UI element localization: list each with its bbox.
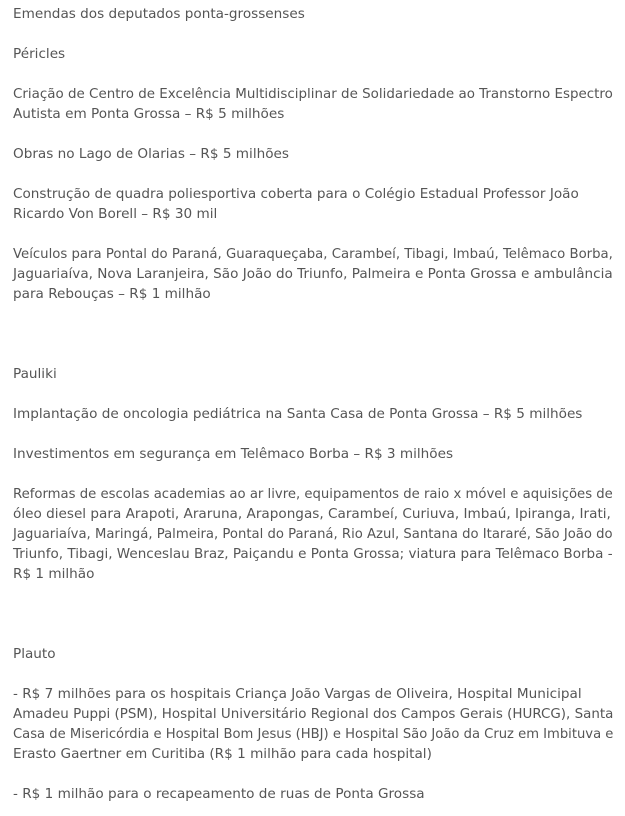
plauto-item-2: - R$ 1 milhão para o recapeamento de ruas de Ponta Grossa [13,786,425,802]
pericles-item-4: Veículos para Pontal do Paraná, Guaraqueçaba, Carambeí, Tibagi, Imbaú, Telêmaco Borba, Jaguariaíva, Nova Laranjeira, São João do Triunfo, Palmeira e Ponta Grossa e ambulância para Rebouças – R$ 1 milhão [13,246,613,302]
pericles-item-3: Construção de quadra poliesportiva coberta para o Colégio Estadual Professor João Ricardo Von Borell – R$ 30 mil [13,186,579,222]
pauliki-item-1: Implantação de oncologia pediátrica na Santa Casa de Ponta Grossa – R$ 5 milhões [13,406,583,422]
section-heading-pauliki: Pauliki [13,366,57,382]
section-heading-pericles: Péricles [13,46,66,62]
page-title: Emendas dos deputados ponta-grossenses [13,6,305,22]
pauliki-item-2: Investimentos em segurança em Telêmaco Borba – R$ 3 milhões [13,446,454,462]
section-heading-plauto: Plauto [13,646,56,662]
pericles-item-2: Obras no Lago de Olarias – R$ 5 milhões [13,146,289,162]
pauliki-item-3: Reformas de escolas academias ao ar livre, equipamentos de raio x móvel e aquisições de óleo diesel para Arapoti, Araruna, Arapongas, Carambeí, Curiuva, Imbaú, Ipiranga, Irati, Jaguariaíva, Maringá, Palmeira, Pontal do Paraná, Rio Azul, Santana do Itararé, São João do Triunfo, Tibagi, Wenceslau Braz, Paiçandu e Ponta Grossa; viatura para Telêmaco Borba - R$ 1 milhão [13,486,613,582]
pericles-item-1: Criação de Centro de Excelência Multidisciplinar de Solidariedade ao Transtorno Espectro Autista em Ponta Grossa – R$ 5 milhões [13,86,613,122]
plauto-item-1: - R$ 7 milhões para os hospitais Criança João Vargas de Oliveira, Hospital Municipal Amadeu Puppi (PSM), Hospital Universitário Regional dos Campos Gerais (HURCG), Santa Casa de Misericórdia e Hospital Bom Jesus (HBJ) e Hospital São João da Cruz em Imbituva e Erasto Gaertner em Curitiba (R$ 1 milhão para cada hospital) [13,686,614,762]
